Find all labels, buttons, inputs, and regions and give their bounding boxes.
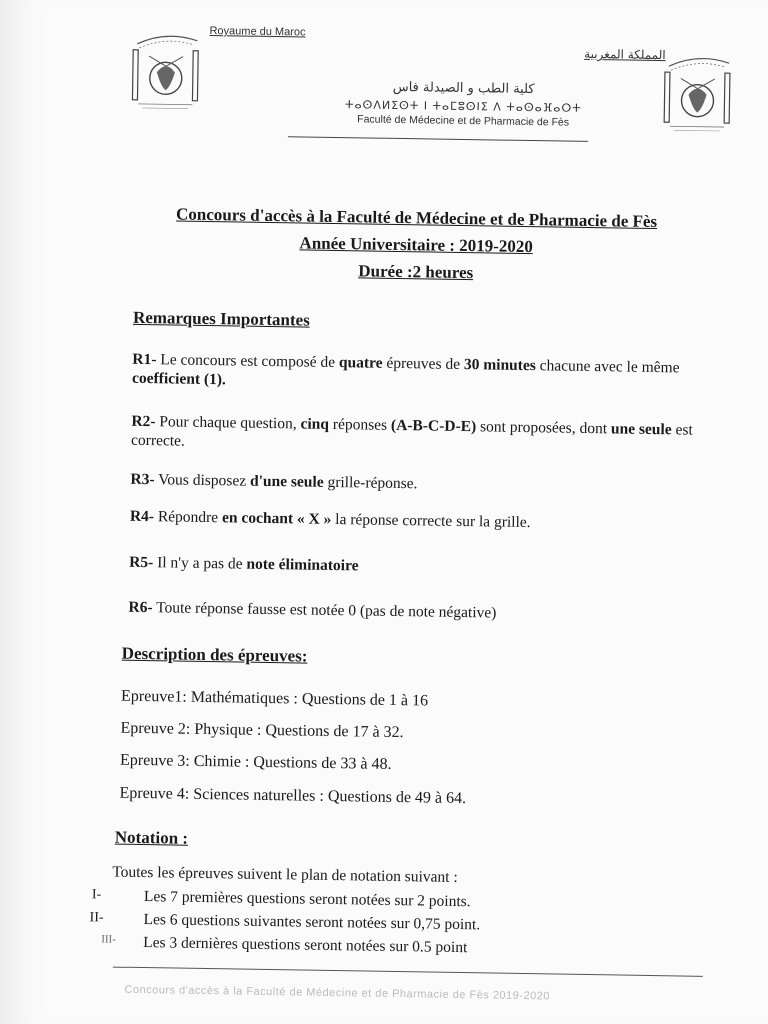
remark-label: R5- [129, 553, 154, 572]
remark-text: épreuves de [382, 354, 465, 374]
footer-text: Concours d'accès à la Faculté de Médecine et de Pharmacie de Fès 2019-2020 [124, 983, 551, 1003]
exam-title: Concours d'accès à la Faculté de Médecine et de Pharmacie de Fès [175, 204, 658, 232]
remark-bold: d'une seule [249, 472, 324, 491]
notation-num-1: I- [91, 887, 102, 903]
remark-text: réponses [328, 415, 392, 434]
kingdom-label-fr: Royaume du Maroc [209, 24, 306, 39]
remark-r2 [131, 412, 732, 459]
remark-bold: 30 minutes [463, 356, 536, 375]
faculty-name-tifinagh: ⵜⴰⵙⴷⵍⵉⵙⵜ ⵏ ⵜⴰⵎⵓⵙⵏⵉ ⴷ ⵜⴰⵙⴰⴼⴰⵔⵜ [344, 98, 582, 115]
remark-text: grille-réponse. [323, 473, 418, 493]
remark-bold: cinq [300, 415, 330, 433]
remark-text: Pour chaque question, [155, 413, 301, 433]
remark-label: R1- [132, 350, 157, 369]
faculty-name-fr: Faculté de Médecine et de Pharmacie de Fès [357, 113, 570, 129]
remark-r5 [129, 553, 729, 581]
remark-text: Le concours est composé de [156, 351, 340, 372]
remark-r4 [130, 507, 730, 535]
remark-r3 [130, 470, 730, 498]
exam-titles [136, 200, 697, 290]
remark-r6 [128, 598, 728, 626]
university-logo-left [126, 30, 205, 113]
faculty-name-ar: كلية الطب و الصيدلة فاس [392, 79, 535, 98]
description-item-4: Epreuve 4: Sciences naturelles : Questions de 49 à 64. [119, 784, 467, 808]
remark-label: R2- [131, 412, 156, 431]
scanned-sheet [4, 0, 760, 1024]
notation-intro: Toutes les épreuves suivent le plan de notation suivant : [112, 863, 458, 886]
academic-year: Année Universitaire : 2019-2020 [299, 233, 534, 257]
remark-bold: (A-B-C-D-E) [390, 416, 477, 436]
notation-heading: Notation : [114, 827, 189, 848]
notation-item-2: Les 6 questions suivantes seront notées sur 0,75 point. [143, 911, 481, 934]
remark-bold: coefficient (1). [131, 369, 227, 389]
university-logo-right [658, 52, 737, 135]
remark-label: R4- [129, 507, 155, 526]
remark-bold: note éliminatoire [246, 555, 359, 575]
remarks-heading: Remarques Importantes [132, 307, 310, 330]
faculty-header [308, 79, 619, 130]
header-divider [288, 136, 588, 142]
description-heading: Description des épreuves: [121, 643, 308, 666]
description-item-3: Epreuve 3: Chimie : Questions de 33 à 48. [119, 751, 392, 773]
remark-text: Toute réponse fausse est notée 0 (pas de note négative) [152, 599, 497, 622]
notation-num-3: III- [101, 933, 117, 946]
remark-text: Il n'y a pas de [153, 554, 247, 573]
description-item-2: Epreuve 2: Physique : Questions de 17 à 32. [120, 719, 404, 742]
exam-duration: Durée :2 heures [358, 261, 474, 283]
kingdom-label-ar: المملكة المغربية [584, 46, 666, 63]
description-item-1: Epreuve1: Mathématiques : Questions de 1 à 16 [120, 687, 429, 710]
remark-r1 [132, 350, 733, 397]
remark-label: R3- [130, 470, 155, 489]
remark-bold: une seule [610, 420, 672, 439]
remark-text: Vous disposez [154, 471, 251, 490]
remark-bold: en cochant « X » [221, 509, 332, 528]
remark-label: R6- [128, 598, 153, 617]
notation-item-3: Les 3 dernières questions seront notées sur 0.5 point [143, 934, 468, 957]
footer-divider [113, 967, 703, 977]
remark-text: Répondre [153, 508, 223, 527]
remark-bold: quatre [338, 354, 383, 372]
remark-text: chacune avec le même [535, 357, 680, 377]
notation-num-2: II- [89, 910, 104, 926]
notation-item-1: Les 7 premières questions seront notées sur 2 points. [143, 888, 471, 911]
remark-text: sont proposées, dont [476, 418, 612, 438]
remark-text: est correcte. [130, 421, 693, 450]
remark-text: la réponse correcte sur la grille. [331, 510, 531, 532]
